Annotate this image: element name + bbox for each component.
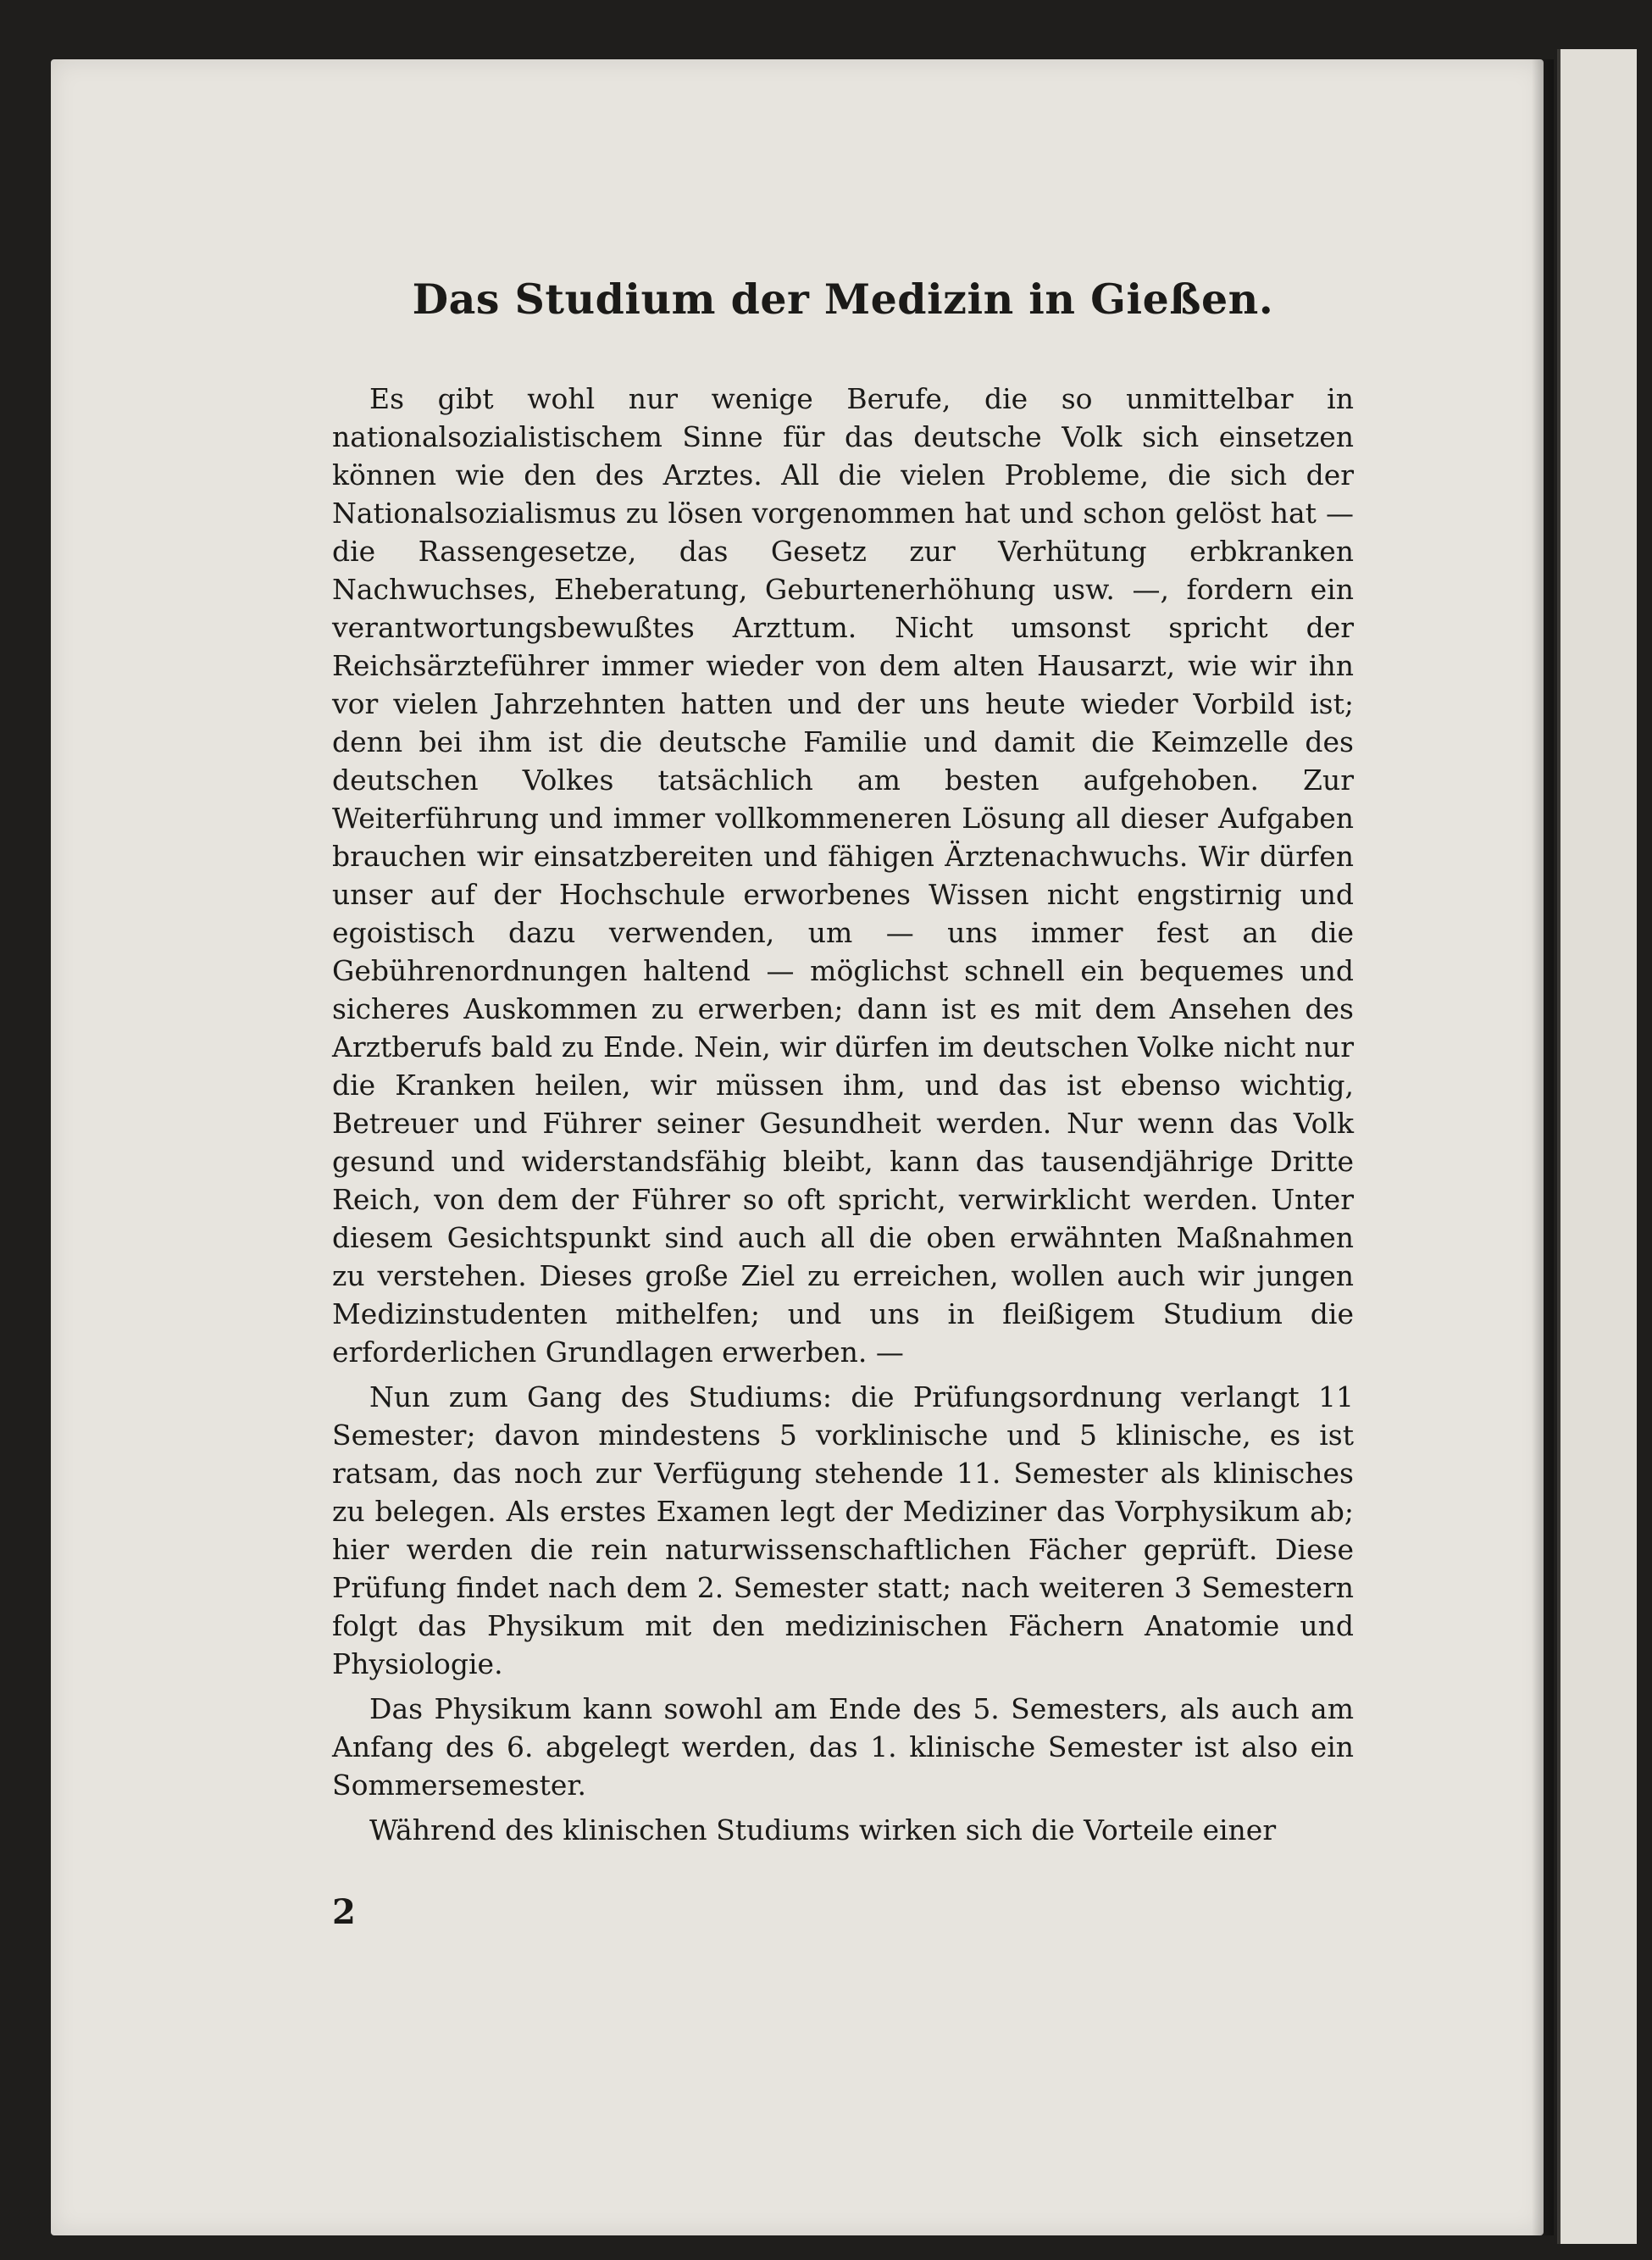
adjacent-page-edge — [1557, 49, 1637, 2244]
body-paragraph-4: Während des klinischen Studiums wirken sich die Vorteile einer — [369, 1813, 1277, 1846]
body-paragraph-1: Es gibt wohl nur wenige Berufe, die so unmittelbar in nationalsozialistischem Sinne für das deutsche Volk sich einsetzen können wie den des Arztes. All die vielen Probleme, die sich der Nationalsozialismus zu lösen vorgenommen hat und schon gelöst hat — die Rassengesetze, das Gesetz zur Verhütung erbkranken Nachwuchses, Eheberatung, Geburtenerhöhung usw. —, fordern ein verantwortungsbewußtes Arzttum. Nicht umsonst spricht der Reichsärzteführer immer wieder von dem alten Hausarzt, wie wir ihn vor vielen Jahrzehnten hatten und der uns heute wieder Vorbild ist; denn bei ihm ist die deutsche Familie und damit die Keimzelle des deutschen Volkes tatsächlich am besten aufgehoben. Zur Weiterführung und immer vollkommeneren Lösung all dieser Aufgaben brauchen wir einsatzbereiten und fähigen Ärztenachwuchs. Wir dürfen unser auf der Hochschule erworbenes Wissen nicht engstirnig und egoistisch dazu verwenden, um — uns immer fest an die Gebührenordnungen haltend — möglichst schnell ein bequemes und sicheres Auskommen zu erwerben; dann ist es mit dem Ansehen des Arztberufs bald zu Ende. Nein, wir dürfen im deutschen Volke nicht nur die Kranken heilen, wir müssen ihm, und das ist ebenso wichtig, Betreuer und Führer seiner Gesundheit werden. Nur wenn das Volk gesund und widerstandsfähig bleibt, kann das tausendjährige Dritte Reich, von dem der Führer so oft spricht, verwirklicht werden. Unter diesem Gesichtspunkt sind auch all die oben erwähnten Maßnahmen zu verstehen. Dieses große Ziel zu erreichen, wollen auch wir jungen Medizinstudenten mithelfen; und uns in fleißigem Studium die erforderlichen Grundlagen erwerben. — — [332, 382, 1354, 1369]
gutter-shadow — [1532, 59, 1554, 2235]
page-title: Das Studium der Medizin in Gießen. — [412, 275, 1274, 324]
body-paragraph-2: Nun zum Gang des Studiums: die Prüfungsordnung verlangt 11 Semester; davon mindestens 5 vorklinische und 5 klinische, es ist ratsam, das noch zur Verfügung stehende 11. Semester als klinisches zu belegen. Als erstes Examen legt der Mediziner das Vorphysikum ab; hier werden die rein naturwissenschaftlichen Fächer geprüft. Diese Prüfung findet nach dem 2. Semester statt; nach weiteren 3 Semestern folgt das Physikum mit den medizinischen Fächern Anatomie und Physiologie. — [332, 1380, 1354, 1680]
page-content — [332, 271, 1354, 1849]
body-paragraph-3: Das Physikum kann sowohl am Ende des 5. Semesters, als auch am Anfang des 6. abgelegt werden, das 1. klinische Semester ist also ein Sommersemester. — [332, 1692, 1354, 1802]
page-number: 2 — [332, 1892, 356, 1932]
